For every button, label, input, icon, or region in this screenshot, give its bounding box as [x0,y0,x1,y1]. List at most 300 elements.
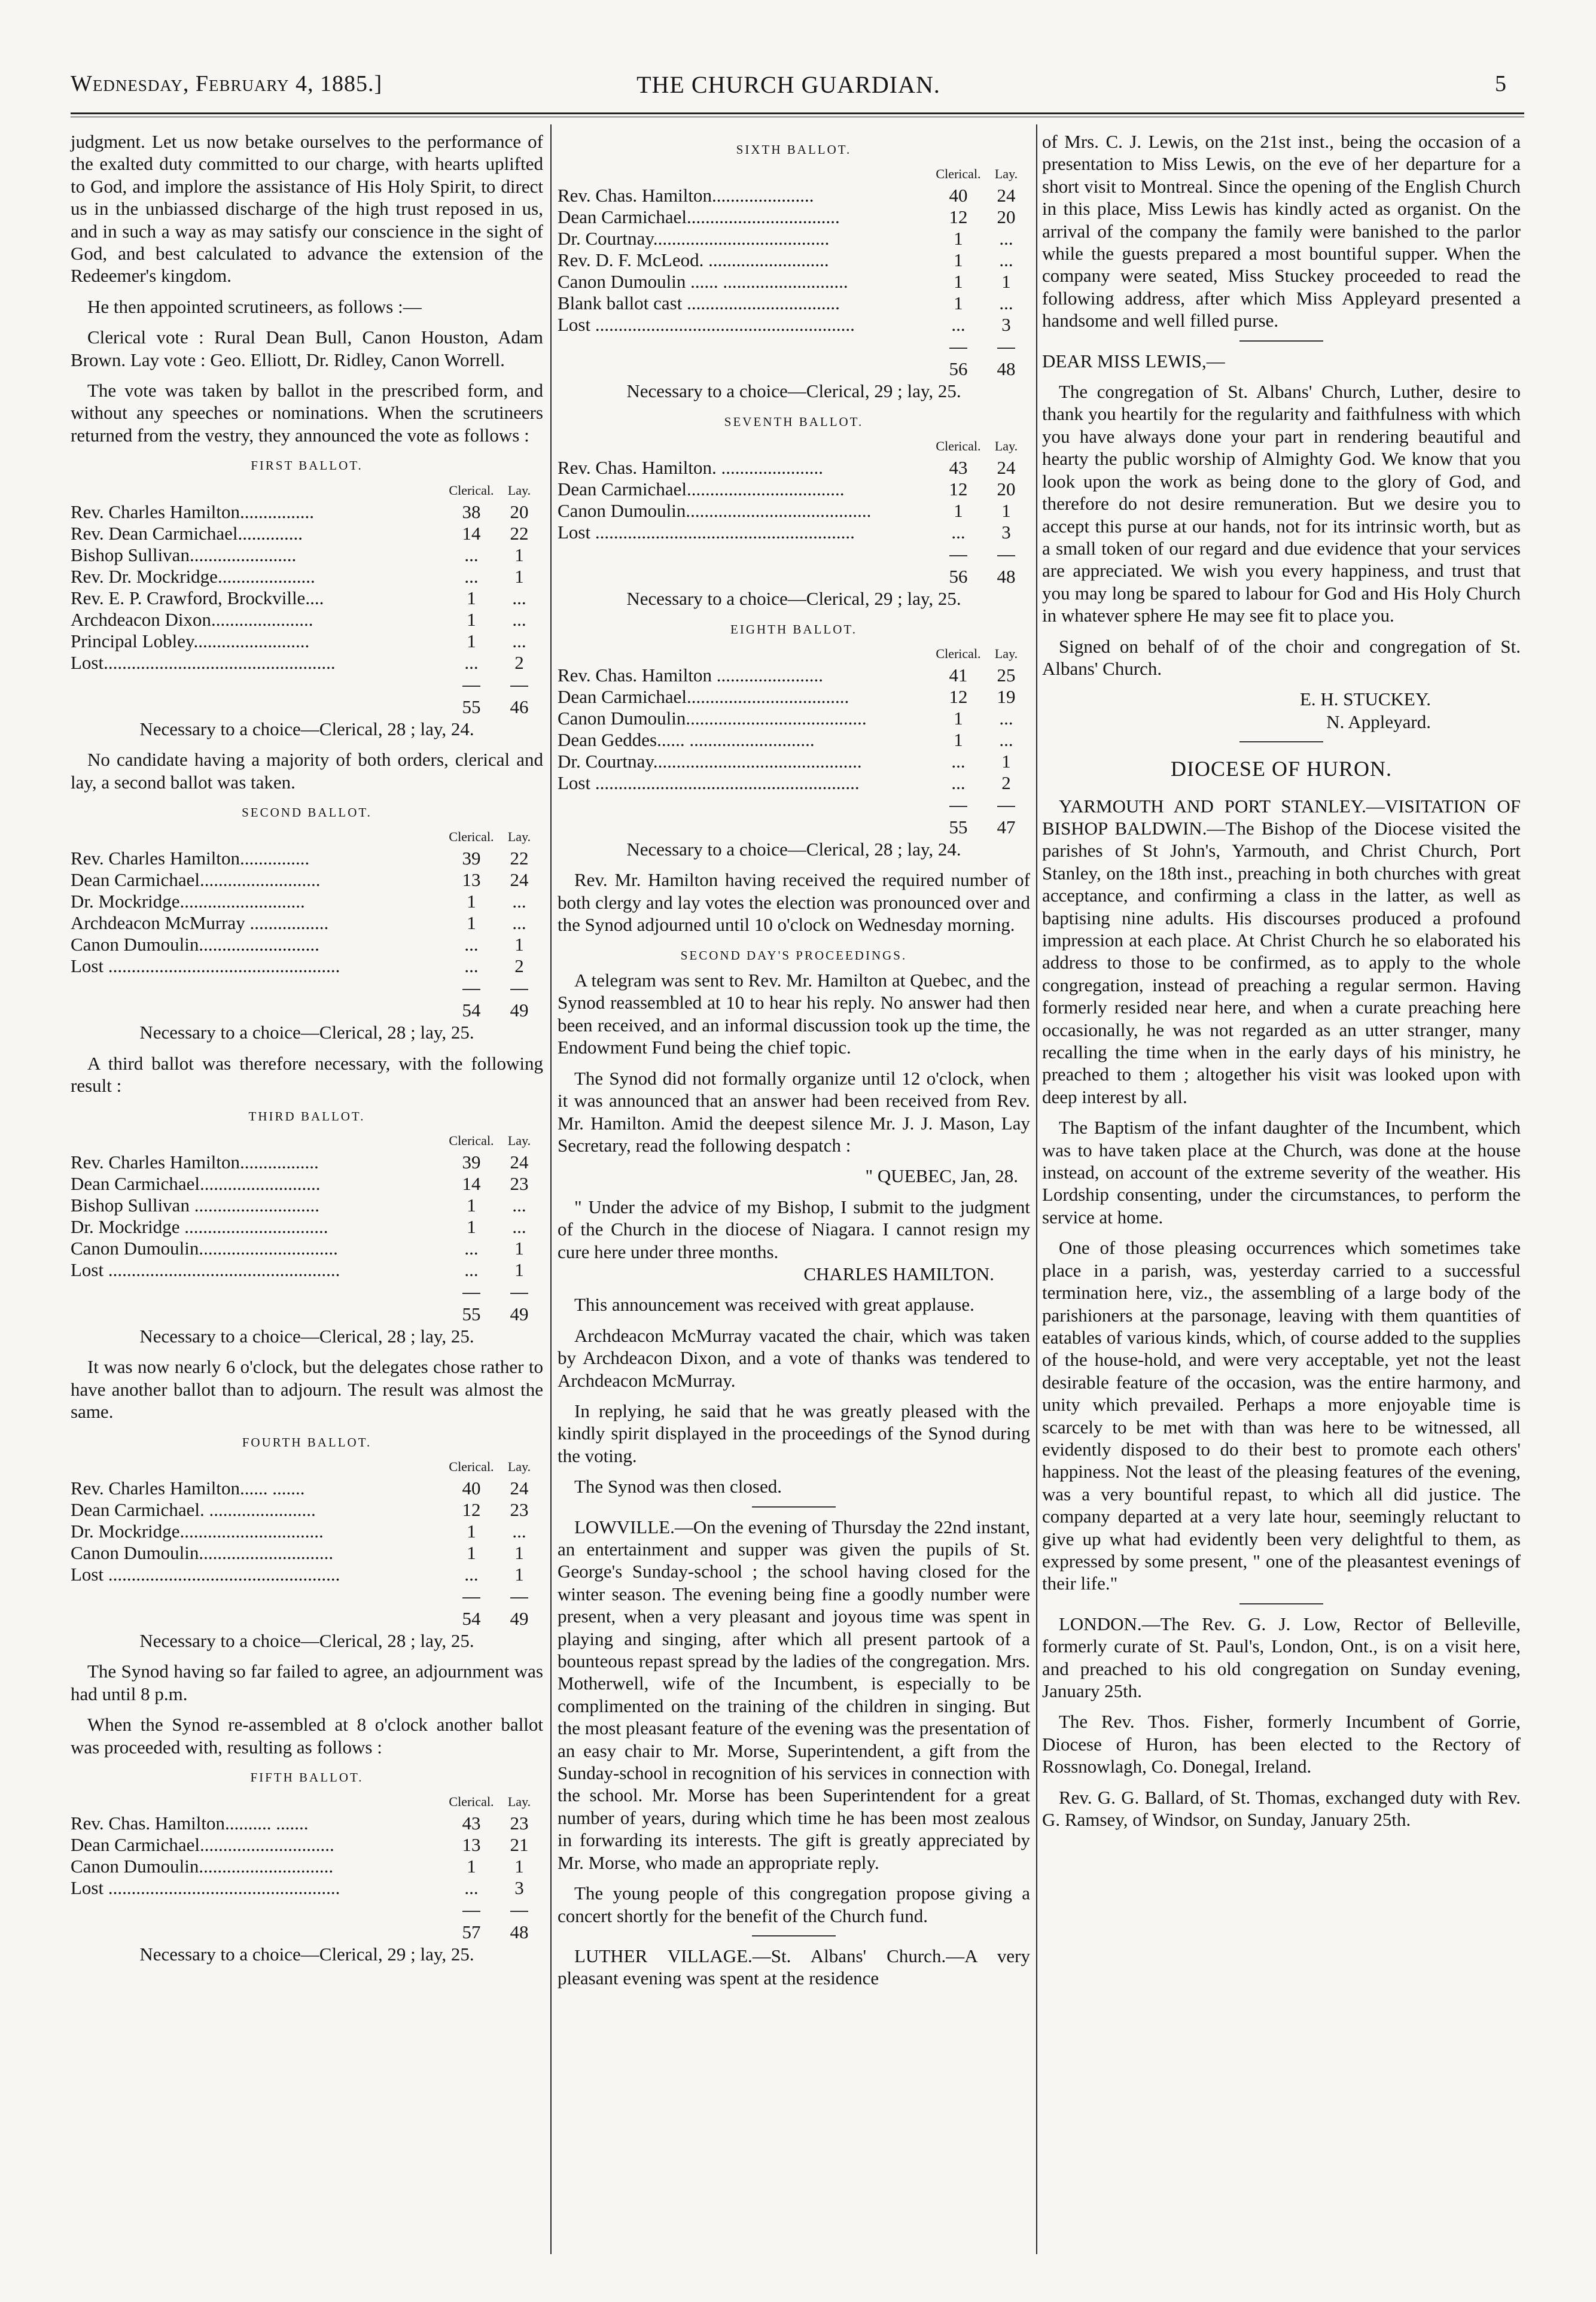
ballot-fourth [71,1432,543,1652]
letter-salutation: DEAR MISS LEWIS,— [1042,350,1225,372]
header-rule [71,112,1524,114]
total-blank [71,998,447,1021]
paragraph: The Synod having so far failed to agree, an adjournment was had until 8 p.m. [71,1661,543,1704]
ballot-row [558,185,1030,206]
ballot-total-row [558,565,1030,587]
dash-cell [495,977,543,998]
ballot-row [71,1564,543,1585]
clerical-total: 56 [949,566,968,587]
paragraph: In replying, he said that he was greatly pleased with the kindly spirit displayed in the proceedings of the Synod during the voting. [558,1400,1030,1466]
ballot-row [71,1499,543,1521]
clerical-total: 55 [462,696,481,717]
necessary-to-choice: Necessary to a choice—Clerical, 29 ; lay, 25. [626,588,961,610]
dash-cell [934,336,982,357]
lay-votes: 24 [997,185,1016,206]
clerical-total: 55 [462,1303,481,1324]
ballot-row [558,228,1030,249]
paragraph: The Baptism of the infant daughter of the Incumbent, which was to have taken place at the Church, was done at the house instead, on account of the extreme severity of the weather. His Lordship consenting, under the circumstances, to perform the service at home. [1042,1117,1521,1228]
candidate-name: Rev. E. P. Crawford, Brockville.... [71,587,324,608]
ballot-row [71,891,543,912]
total-blank [71,1607,447,1630]
clerical-votes: 41 [949,665,968,686]
candidate-name: Dr. Mockridge........................... [71,891,305,912]
ballot-title: SIXTH BALLOT. [736,142,852,157]
ballot-row [558,249,1030,271]
clerical-header: Clerical. [449,1794,494,1810]
lay-votes: 25 [997,665,1016,686]
divider [752,1935,836,1936]
paragraph: The Synod did not formally organize until 12 o'clock, when it was announced that an answer had been received from Rev. Mr. Hamilton. Amid the deepest silence Mr. J. J. Mason, Lay Secretary, read the following despatch : [558,1067,1030,1156]
candidate-name: Canon Dumoulin........................................ [558,500,872,522]
ballot-title: SECOND BALLOT. [242,805,372,820]
dash-mark [462,1293,480,1294]
candidate-name: Rev. Charles Hamilton................. [71,1151,319,1173]
candidate-name: Bishop Sullivan....................... [71,544,297,565]
dash-cell [447,1899,495,1920]
ballot-header-blank [558,643,934,665]
ballot-row [71,652,543,674]
candidate-name: Rev. D. F. McLeod. .......................... [558,249,829,271]
lay-votes: ... [512,1194,526,1216]
dash-blank [558,336,934,357]
ballot-header-row [71,480,543,501]
ballot-row [558,522,1030,543]
ballot-row [558,729,1030,751]
lay-total: 48 [510,1922,529,1943]
ballot-table [71,1130,543,1325]
paragraph: YARMOUTH AND PORT STANLEY.—VISITATION OF BISHOP BALDWIN.—The Bishop of the Diocese visited the parishes of St John's, Yarmouth, and Christ Church, Port Stanley, on the 18th inst., preaching in both churches with great acceptance, and confirming a class in the latter, as well as baptising nine adults. His discourses produced a profound impression at each place. At Christ Church he so elaborated his address to those to be confirmed, as to apply to the whole congregation, instead of preaching a regular sermon. Having formerly resided near here, and when a curate preaching here occasionally, he was not regarded as an utter stranger, many recalling the time when in the early days of his ministry, he preached to them ; altogether his visit was looked upon with deep interest by all. [1042,795,1521,1107]
ballot-header-blank [558,436,934,457]
clerical-votes: 39 [462,1151,481,1173]
lay-votes: 22 [510,522,529,544]
dash-mark [462,1597,480,1598]
necessary-to-choice: Necessary to a choice—Clerical, 29 ; lay, 25. [139,1944,474,1965]
candidate-name: Lost .................................................. [71,1259,340,1280]
dash-mark [462,686,480,687]
ballot-seventh [558,411,1030,610]
issue-date: Wednesday, February 4, 1885.] [71,71,383,96]
total-blank [71,1302,447,1325]
clerical-votes: ... [464,934,479,955]
column-3 [1042,130,1521,1839]
lay-votes: 1 [514,1542,524,1563]
clerical-votes: ... [951,522,965,543]
lay-votes: 3 [1001,314,1011,336]
lay-header: Lay. [507,482,531,498]
divider [1239,741,1323,742]
clerical-votes: 39 [462,848,481,869]
lay-votes: ... [999,228,1013,249]
ballot-row [558,708,1030,729]
clerical-votes: 1 [467,608,476,630]
lay-votes: ... [512,608,526,630]
clerical-votes: 12 [462,1499,481,1520]
ballot-total-row [558,815,1030,838]
ballot-row [71,501,543,523]
ballot-dash-row [71,1281,543,1302]
dash-mark [462,1911,480,1912]
clerical-votes: ... [464,1563,479,1585]
clerical-votes: 1 [467,912,476,934]
ballot-row [71,1542,543,1564]
ballot-row [71,955,543,977]
clerical-votes: 1 [467,630,476,651]
lay-total: 46 [510,696,529,717]
candidate-name: Dean Carmichael................................. [558,206,840,228]
clerical-votes: 1 [954,293,963,314]
lay-votes: 2 [514,955,524,977]
ballot-row [558,293,1030,314]
clerical-header: Clerical. [449,1458,494,1474]
divider [1239,340,1323,342]
ballot-header-row [71,1791,543,1813]
clerical-votes: 14 [462,522,481,544]
ballot-row [71,1478,543,1499]
candidate-name: Archdeacon Dixon...................... [71,608,313,630]
clerical-header: Clerical. [449,829,494,845]
total-blank [558,357,934,380]
clerical-total: 56 [949,358,968,380]
signature-stuckey: E. H. STUCKEY. [1299,689,1431,710]
clerical-votes: 1 [954,249,963,271]
lay-votes: 1 [1001,271,1011,293]
ballot-header-blank [558,163,934,185]
candidate-name: Rev. Chas. Hamilton. ...................... [558,457,824,479]
clerical-votes: ... [464,544,479,565]
ballot-row [558,665,1030,686]
clerical-votes: ... [464,1237,479,1259]
dash-mark [510,1911,528,1912]
paragraph: One of those pleasing occurrences which sometimes take place in a parish, was, yesterday carried to a successful termination here, viz., the assembling of a large body of the parishioners at the parsonage, leaving with them quantities of eatables of various kinds, which, of course added to the supplies of the house-hold, and were very acceptable, yet not the least desirable feature of the occasion, was the entire harmony, and unity which prevailed. Perhaps a more enjoyable time is scarcely to be met with than was here to be witnessed, all evidently disposed to do their best to promote each others' happiness. Not the least of the pleasing features of the evening, was a very bountiful repast, to which all did justice. The company departed at a very late hour, seemingly reluctant to give up what had evidently been very delightful to them, as expressed by some present, " one of the pleasantest evenings of their life." [1042,1237,1521,1594]
ballot-row [71,1152,543,1173]
necessary-to-choice: Necessary to a choice—Clerical, 28 ; lay, 24. [626,839,961,860]
ballot-dash-row [71,674,543,695]
dash-mark [510,989,528,990]
clerical-votes: 1 [467,1542,476,1563]
clerical-total: 54 [462,1000,481,1021]
ballot-row [71,1877,543,1899]
divider [752,1506,836,1508]
page-header [71,71,1506,106]
paragraph: He then appointed scrutineers, as follows :— [87,296,422,317]
lay-votes: 19 [997,686,1016,708]
candidate-name: Dean Carmichael............................. [71,1834,334,1856]
dash-blank [71,1585,447,1607]
ballot-row [558,500,1030,522]
clerical-votes: ... [951,751,965,772]
paragraph: No candidate having a majority of both orders, clerical and lay, a second ballot was taken. [71,749,543,793]
lay-total: 49 [510,1000,529,1021]
clerical-total: 55 [949,817,968,838]
ballot-table [558,163,1030,380]
candidate-name: Lost .................................................. [71,1877,340,1899]
candidate-name: Principal Lobley......................... [71,630,310,651]
paragraph: judgment. Let us now betake ourselves to the performance of the exalted duty committed to our charge, with hearts uplifted to God, and implore the assistance of His Holy Spirit, to direct us in the unbiassed discharge of the high trust reposed in us, and in such a way as may satisfy our conscience in the sight of God, and best calculated to advance the extension of the Redeemer's kingdom. [71,131,543,287]
candidate-name: Lost ........................................................ [558,314,855,336]
clerical-votes: 40 [949,185,968,206]
candidate-name: Canon Dumoulin.............................. [71,1237,338,1259]
necessary-to-choice: Necessary to a choice—Clerical, 28 ; lay, 24. [139,718,474,739]
column-1 [71,130,543,1974]
lay-votes: ... [512,1216,526,1237]
ballot-row [71,1834,543,1856]
paragraph: This announcement was received with great applause. [574,1294,974,1316]
clerical-votes: 43 [462,1813,481,1834]
ballot-row [71,566,543,587]
ballot-total-row [71,1302,543,1325]
page-number: 5 [1495,71,1506,96]
dash-cell [982,543,1030,565]
candidate-name: Canon Dumoulin....................................... [558,708,867,729]
ballot-row [558,271,1030,293]
lay-votes: 1 [514,1259,524,1280]
ballot-row [71,609,543,631]
ballot-total-row [71,998,543,1021]
clerical-votes: 1 [467,1216,476,1237]
candidate-name: Rev. Chas. Hamilton.......... ....... [71,1813,309,1834]
lay-votes: ... [999,249,1013,271]
candidate-name: Dean Carmichael.................................. [558,479,845,500]
ballot-dash-row [71,1899,543,1920]
dateline: " QUEBEC, Jan, 28. [865,1165,1018,1187]
section-heading: SECOND DAY'S PROCEEDINGS. [680,948,907,963]
clerical-votes: 12 [949,206,968,228]
candidate-name: Lost .................................................. [71,955,340,977]
clerical-total: 54 [462,1607,481,1629]
clerical-votes: ... [464,565,479,587]
ballot-total-row [71,695,543,718]
candidate-name: Dean Carmichael.......................... [71,1173,321,1194]
clerical-header: Clerical. [936,166,981,182]
lay-votes: 1 [514,1563,524,1585]
clerical-votes: ... [464,1259,479,1280]
paragraph: When the Synod re-assembled at 8 o'clock another ballot was proceeded with, resulting as follows : [71,1714,543,1758]
candidate-name: Rev. Dean Carmichael.............. [71,522,303,544]
ballot-title: FIFTH BALLOT. [250,1770,364,1785]
ballot-table [71,1456,543,1630]
paragraph: of Mrs. C. J. Lewis, on the 21st inst., being the occasion of a presentation to Miss Lewis, on the eve of her departure for a short visit to Montreal. Since the opening of the English Church in this place, Miss Lewis has kindly acted as organist. On the arrival of the company the family were banished to the parlor while the guests prepared a most bountiful supper. When the company were seated, Miss Stuckey proceeded to read the following address, after which Miss Appleyard presented a handsome and well filled purse. [1042,131,1521,331]
total-blank [558,565,934,587]
dash-mark [949,348,967,349]
ballot-row [71,869,543,891]
ballot-row [558,457,1030,479]
clerical-header: Clerical. [936,439,981,454]
ballot-table [558,643,1030,838]
ballot-row [71,1216,543,1238]
candidate-name: Rev. Charles Hamilton................ [71,501,314,522]
paragraph: The vote was taken by ballot in the prescribed form, and without any speeches or nominations. When the scrutineers returned from the vestry, they announced the vote as follows : [71,380,543,446]
lay-header: Lay. [994,166,1018,182]
lay-votes: 1 [514,544,524,565]
lay-votes: 23 [510,1499,529,1520]
dash-mark [462,989,480,990]
lay-votes: 2 [514,651,524,673]
ballot-title: THIRD BALLOT. [248,1109,366,1123]
dash-cell [934,794,982,815]
ballot-row [558,751,1030,772]
clerical-votes: 1 [954,708,963,729]
paragraph: LUTHER VILLAGE.—St. Albans' Church.—A very pleasant evening was spent at the residence [558,1945,1030,1989]
divider [1239,1603,1323,1604]
column-divider-2 [1036,124,1037,2254]
paragraph: Archdeacon McMurray vacated the chair, which was taken by Archdeacon Dixon, and a vote of thanks was tendered to Archdeacon McMurray. [558,1324,1030,1391]
ballot-table [71,480,543,718]
clerical-header: Clerical. [936,646,981,662]
candidate-name: Dean Geddes...... ........................... [558,729,815,751]
ballot-row [71,1195,543,1216]
lay-votes: 3 [514,1877,524,1899]
ballot-row [558,772,1030,794]
lay-votes: 20 [997,206,1016,228]
dash-mark [510,1293,528,1294]
clerical-header: Clerical. [449,1132,494,1148]
paragraph: The Synod was then closed. [574,1476,782,1497]
lay-votes: 3 [1001,522,1011,543]
candidate-name: Rev. Charles Hamilton...... ....... [71,1477,305,1499]
ballot-table [71,826,543,1021]
lay-votes: 1 [1001,751,1011,772]
ballot-row [71,1259,543,1281]
candidate-name: Dr. Courtnay...................................... [558,228,830,249]
ballot-total-row [71,1920,543,1943]
candidate-name: Dean Carmichael................................... [558,686,849,708]
paragraph: LOWVILLE.—On the evening of Thursday the 22nd instant, an entertainment and supper was given the pupils of St. George's Sunday-school ; the school having closed for the winter season. The evening being fine a goodly number were present, when a very pleasant and joyous time was spent in playing and singing, after which all present partook of a bounteous repast spread by the ladies of the congregation. Mrs. Motherwell, wife of the Incumbent, is especially to be complimented on the training of the children in singing. But the most pleasant feature of the evening was the presentation of an easy chair to Mr. Morse, Superintendent, a gift from the Sunday-school in recognition of his services in connection with the school. Mr. Morse has been Superintendent for a great number of years, during which time he has been most zealous in forwarding its interests. The gift is greatly appreciated by Mr. Morse, who made an appropriate reply. [558,1516,1030,1873]
ballot-row [71,587,543,609]
dash-cell [447,977,495,998]
candidate-name: Lost ......................................................... [558,772,860,794]
paragraph: A telegram was sent to Rev. Mr. Hamilton at Quebec, and the Synod reassembled at 10 to hear his reply. No answer had then been received, and an informal discussion took up the time, the Endowment Fund being the chief topic. [558,970,1030,1058]
lay-votes: 1 [514,1856,524,1877]
ballot-header-row [558,436,1030,457]
ballot-row [71,934,543,955]
dash-cell [447,1585,495,1607]
signature-appleyard: N. Appleyard. [1326,711,1431,732]
ballot-title: FIRST BALLOT. [251,458,363,473]
dash-cell [495,1899,543,1920]
paragraph: It was now nearly 6 o'clock, but the delegates chose rather to have another ballot than to adjourn. The result was almost the same. [71,1356,543,1423]
necessary-to-choice: Necessary to a choice—Clerical, 28 ; lay, 25. [139,1325,474,1347]
ballot-sixth [558,139,1030,403]
dash-cell [934,543,982,565]
lay-total: 48 [997,566,1016,587]
ballot-title: SEVENTH BALLOT. [724,414,864,429]
lay-votes: 20 [997,479,1016,500]
lay-header: Lay. [507,1458,531,1474]
dash-cell [495,1281,543,1302]
clerical-votes: ... [951,772,965,794]
dash-blank [558,543,934,565]
clerical-votes: 1 [954,228,963,249]
ballot-title: EIGHTH BALLOT. [730,622,857,637]
candidate-name: Rev. Dr. Mockridge..................... [71,565,315,587]
clerical-votes: 40 [462,1477,481,1499]
paragraph: Rev. Mr. Hamilton having received the required number of both clergy and lay votes the election was pronounced over and the Synod adjourned until 10 o'clock on Wednesday morning. [558,869,1030,936]
paragraph: A third ballot was therefore necessary, with the following result : [71,1052,543,1097]
clerical-votes: ... [464,1877,479,1899]
necessary-to-choice: Necessary to a choice—Clerical, 28 ; lay, 25. [139,1022,474,1043]
ballot-row [558,686,1030,708]
candidate-name: Canon Dumoulin ...... ........................... [558,271,848,293]
dash-mark [949,806,967,807]
lay-votes: 1 [1001,500,1011,522]
ballot-row [558,206,1030,228]
clerical-votes: 13 [462,1834,481,1856]
lay-votes: 24 [510,1477,529,1499]
section-heading-huron: DIOCESE OF HURON. [1170,757,1393,781]
candidate-name: Canon Dumoulin............................. [71,1856,334,1877]
ballot-row [71,1856,543,1877]
telegram-signature: CHARLES HAMILTON. [803,1263,994,1284]
clerical-votes: 12 [949,686,968,708]
ballot-dash-row [558,336,1030,357]
paragraph: Clerical vote : Rural Dean Bull, Canon Houston, Adam Brown. Lay vote : Geo. Elliott, Dr. Ridley, Canon Worrell. [71,327,543,370]
dash-blank [71,674,447,695]
ballot-table [71,1791,543,1943]
ballot-header-row [558,643,1030,665]
necessary-to-choice: Necessary to a choice—Clerical, 29 ; lay, 25. [626,380,961,402]
clerical-votes: ... [464,651,479,673]
ballot-eighth [558,619,1030,861]
clerical-votes: 13 [462,869,481,891]
dash-blank [71,1281,447,1302]
ballot-header-blank [71,826,447,848]
candidate-name: Blank ballot cast ................................. [558,293,840,314]
ballot-first [71,455,543,740]
lay-votes: ... [512,1520,526,1542]
ballot-row [558,479,1030,500]
candidate-name: Rev. Chas. Hamilton...................... [558,185,814,206]
dash-blank [558,794,934,815]
masthead-title: THE CHURCH GUARDIAN. [636,71,940,98]
ballot-fifth [71,1767,543,1966]
ballot-header-blank [71,480,447,501]
clerical-votes: 1 [467,1520,476,1542]
candidate-name: Canon Dumoulin.......................... [71,934,319,955]
lay-votes: ... [512,891,526,912]
dash-mark [997,806,1015,807]
candidate-name: Lost .................................................. [71,1563,340,1585]
lay-votes: 21 [510,1834,529,1856]
lay-votes: 2 [1001,772,1011,794]
clerical-votes: 1 [467,1856,476,1877]
clerical-votes: 1 [467,587,476,608]
total-blank [558,815,934,838]
ballot-table [558,436,1030,587]
ballot-header-blank [71,1456,447,1478]
lay-header: Lay. [507,1794,531,1810]
lay-total: 48 [997,358,1016,380]
clerical-votes: 1 [954,500,963,522]
ballot-dash-row [71,1585,543,1607]
paragraph: LONDON.—The Rev. G. J. Low, Rector of Belleville, formerly curate of St. Paul's, London, Ont., is on a visit here, and preached to his old congregation on Sunday evening, January 25th. [1042,1613,1521,1701]
ballot-row [71,912,543,934]
clerical-votes: 1 [467,891,476,912]
telegram-text: " Under the advice of my Bishop, I submit to the judgment of the Church in the diocese of Niagara. I cannot resign my cure here under three months. [558,1196,1030,1262]
dash-cell [447,1281,495,1302]
candidate-name: Dean Carmichael. ....................... [71,1499,316,1520]
ballot-dash-row [558,543,1030,565]
candidate-name: Rev. Chas. Hamilton ....................... [558,665,824,686]
ballot-row [71,848,543,869]
paragraph: Signed on behalf of of the choir and congregation of St. Albans' Church. [1042,635,1521,679]
necessary-to-choice: Necessary to a choice—Clerical, 28 ; lay, 25. [139,1630,474,1651]
candidate-name: Dr. Mockridge............................... [71,1520,324,1542]
candidate-name: Bishop Sullivan ........................... [71,1194,319,1216]
candidate-name: Dr. Mockridge ............................... [71,1216,328,1237]
lay-header: Lay. [994,439,1018,454]
column-2 [558,130,1030,1998]
ballot-row [558,314,1030,336]
